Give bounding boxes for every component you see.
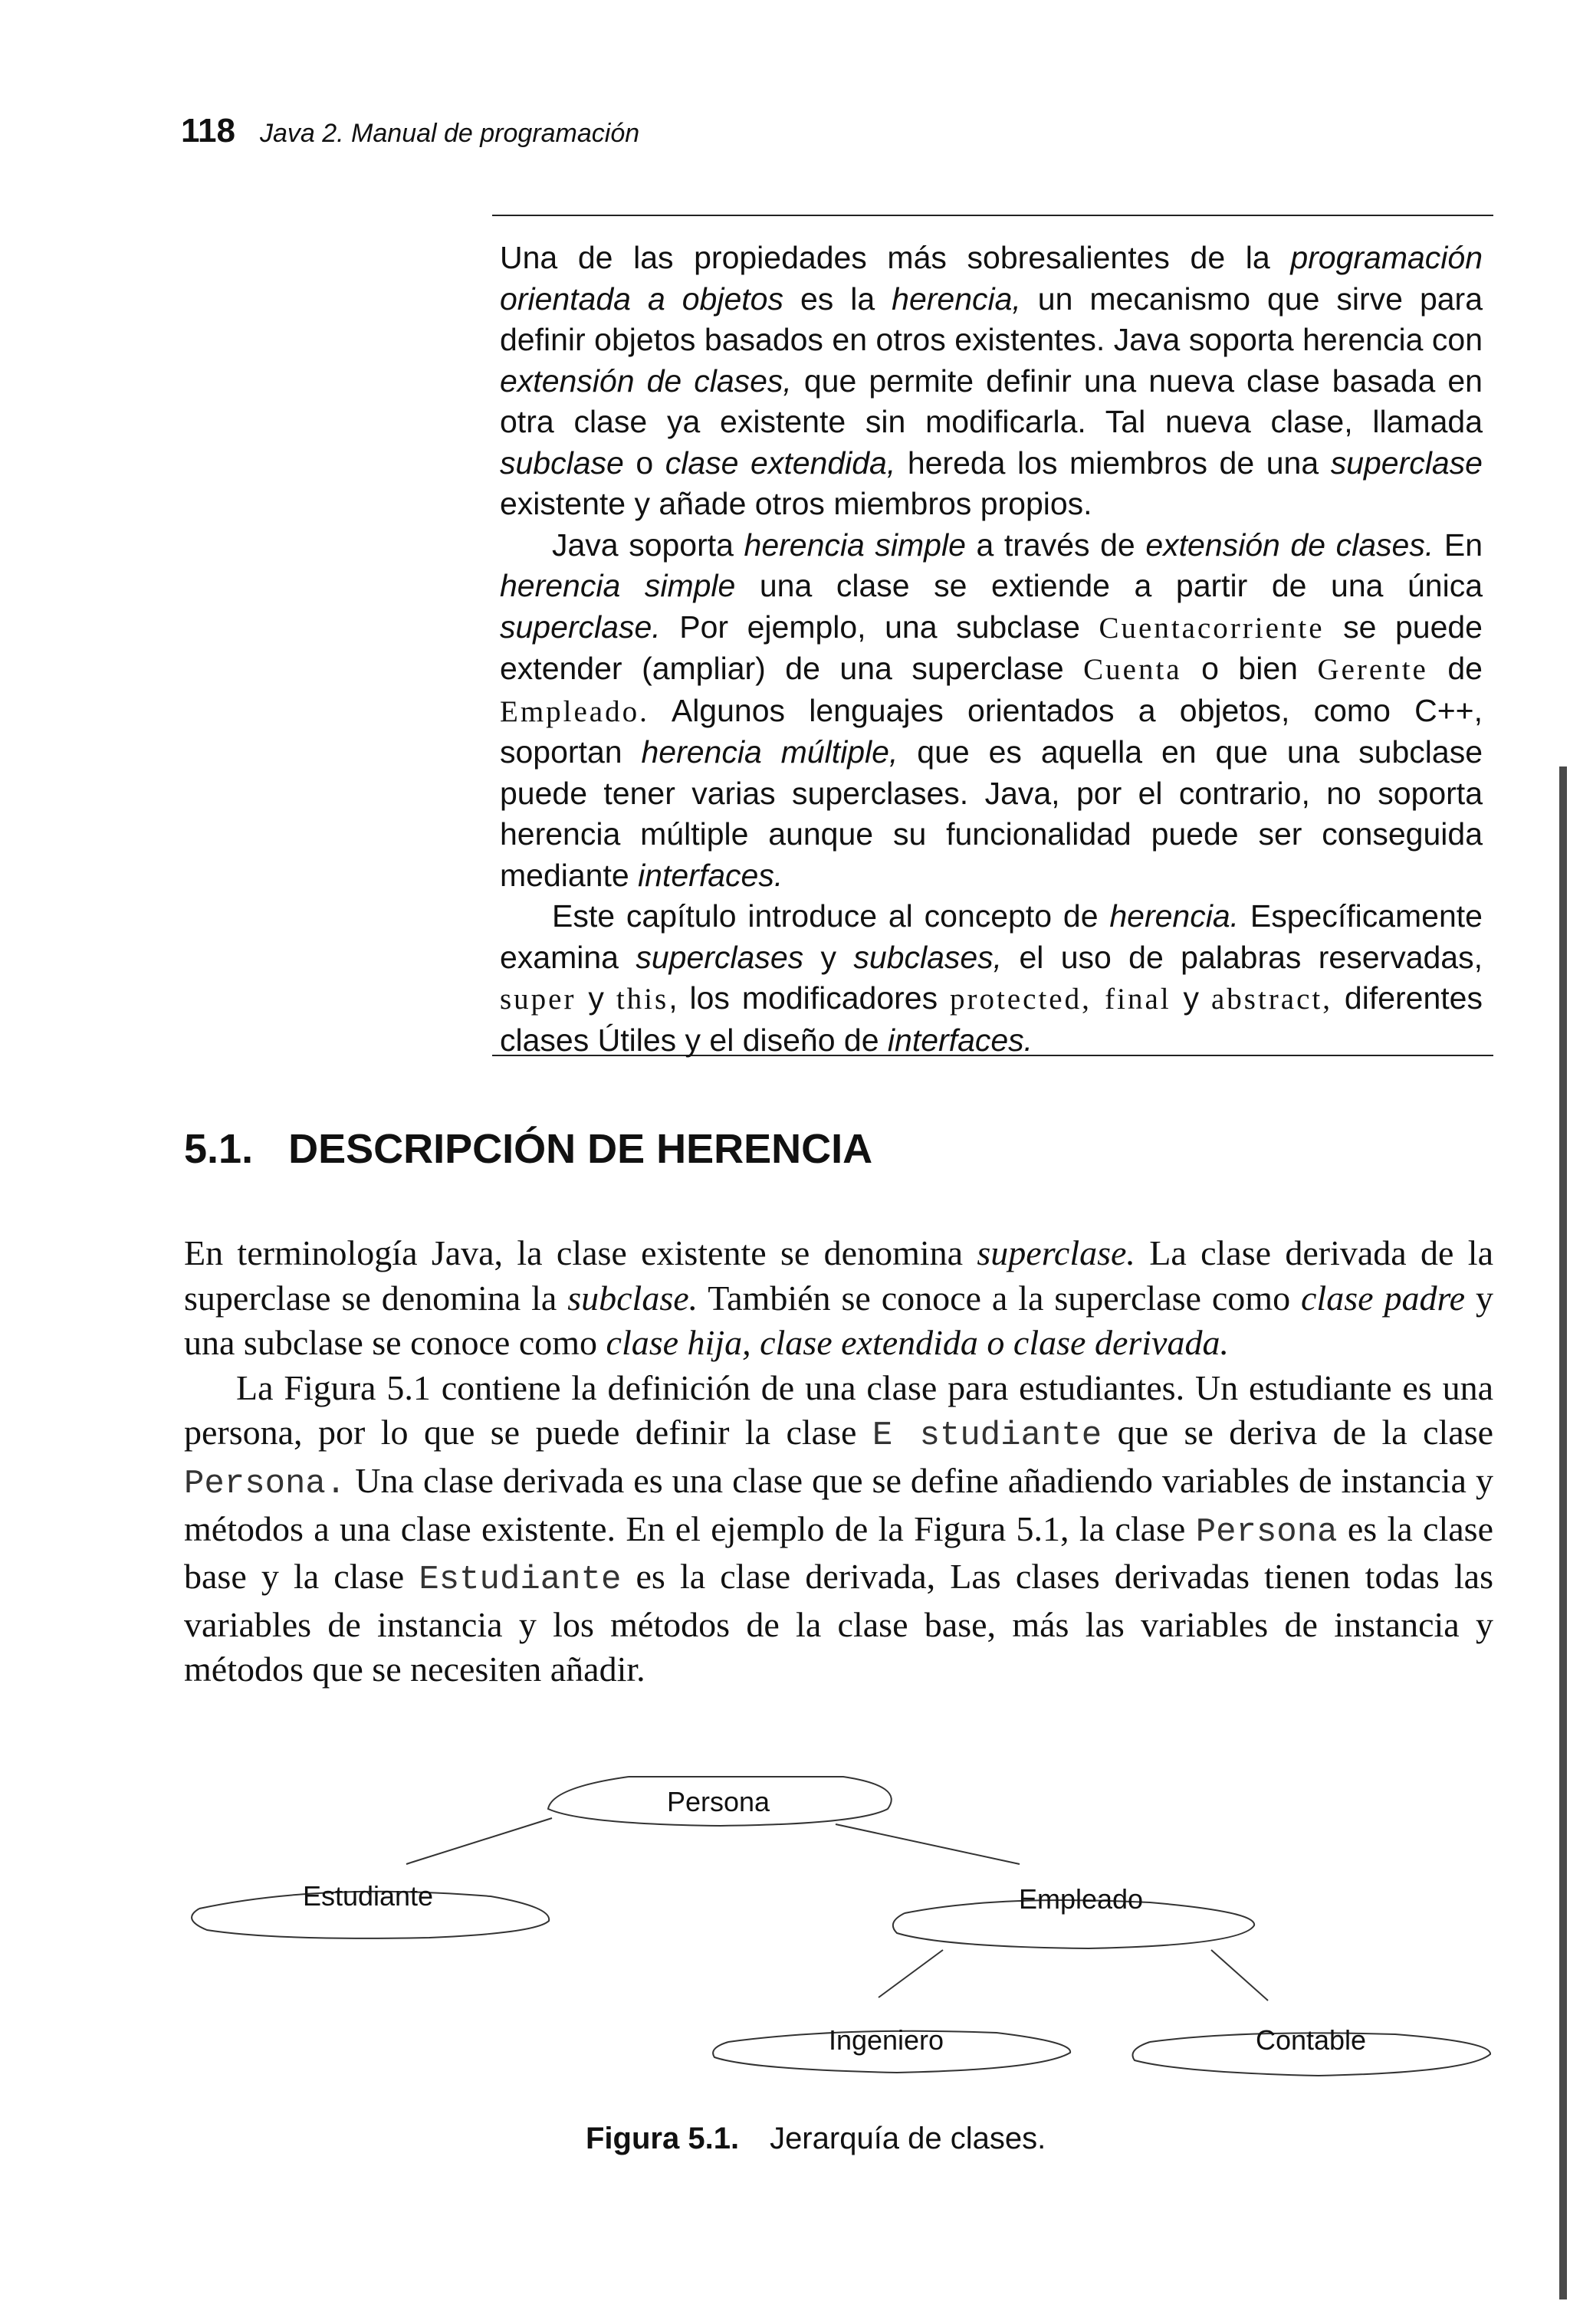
text-run: Cuentacorriente	[1099, 611, 1325, 645]
running-title: Java 2. Manual de programación	[259, 119, 640, 148]
text-run: this	[616, 983, 669, 1016]
abstract-paragraph-3	[500, 896, 1483, 1061]
text-run: subclase	[500, 445, 624, 481]
text-run: herencia simple	[500, 568, 736, 603]
node-contable: Contable	[1255, 2024, 1367, 2056]
text-run: y	[576, 980, 616, 1016]
text-run: superclase.	[500, 609, 661, 645]
text-run: superclase.	[977, 1233, 1135, 1272]
text-run: herencia.	[1109, 898, 1240, 934]
text-run: superclases	[636, 939, 804, 975]
text-run: Persona.	[184, 1464, 347, 1503]
text-run: Este capítulo introduce al concepto de	[552, 898, 1110, 934]
body-text	[184, 1231, 1493, 1692]
text-run: Por ejemplo, una subclase	[660, 609, 1099, 645]
text-run: , los modificadores	[668, 980, 951, 1016]
node-empleado: Empleado	[1018, 1883, 1144, 1915]
text-run: es la	[783, 281, 892, 317]
text-run: de	[1427, 651, 1483, 686]
text-run: Cuenta	[1083, 653, 1182, 686]
figure-caption	[586, 2122, 1046, 2156]
text-run: hereda los miembros de una	[895, 445, 1331, 481]
page-header	[181, 112, 639, 150]
section-title: DESCRIPCIÓN DE HERENCIA	[288, 1126, 873, 1172]
text-run: es la clase derivada, Las clases derivadas tienen todas las variables de instancia y los métodos de la clase base, más las variables de instancia y métodos que se necesiten añadir.	[184, 1557, 1493, 1689]
edge-empleado-contable	[1211, 1950, 1268, 2001]
text-run: También se conoce a la superclase como	[698, 1278, 1301, 1318]
figure-label: Figura 5.1.	[586, 2122, 740, 2155]
text-run: subclases,	[853, 939, 1003, 975]
text-run: se puede extender (ampliar) de una superclase	[500, 609, 1483, 686]
text-run: En terminología Java, la clase existente se denomina	[184, 1233, 977, 1272]
scan-edge-shadow	[1559, 766, 1567, 2299]
text-run: herencia simple	[744, 527, 966, 563]
text-run: un mecanismo que sirve para definir objetos basados en otros existentes. Java soporta herencia con	[500, 281, 1483, 357]
text-run: super	[500, 983, 576, 1016]
text-run: existente y añade otros miembros propios.	[500, 486, 1092, 521]
text-run: extensión de clases,	[500, 363, 792, 399]
text-run: y	[1171, 980, 1211, 1016]
text-run: y una subclase se conoce como	[184, 1278, 1493, 1363]
text-run: clase padre	[1301, 1278, 1466, 1318]
text-run: que es aquella en que una subclase puede tener varias superclases. Java, por el contrario, no soporta herencia múltiple aunque su funcionalidad puede ser conseguida mediante	[500, 734, 1483, 893]
text-run: a través de	[965, 527, 1146, 563]
text-run: interfaces.	[638, 857, 783, 893]
text-run: o bien	[1181, 651, 1318, 686]
text-run: programación orientada a objetos	[500, 240, 1483, 317]
text-run: Una clase derivada es una clase que se define añadiendo variables de instancia y métodos a una clase existente. En el ejemplo de la Figura 5.1, la clase	[184, 1460, 1493, 1548]
class-hierarchy-diagram	[0, 1732, 1570, 2100]
text-run: Gerente	[1317, 653, 1428, 686]
page-number: 118	[181, 112, 235, 149]
text-run: el uso de palabras reservadas,	[1002, 939, 1483, 975]
text-run: Estudiante	[419, 1561, 622, 1600]
text-run: diferentes clases Útiles y el diseño de	[500, 980, 1483, 1058]
abstract-paragraph-1	[500, 238, 1483, 525]
text-run: Java soporta	[552, 527, 744, 563]
text-run: subclase.	[567, 1278, 698, 1318]
text-run: herencia múltiple,	[641, 734, 898, 770]
edge-persona-estudiante-2	[406, 1863, 411, 1864]
node-persona: Persona	[666, 1786, 770, 1817]
edge-persona-empleado	[836, 1824, 1020, 1864]
text-run: que se deriva de la clase	[1102, 1413, 1494, 1452]
text-run: herencia,	[892, 281, 1021, 317]
text-run: Persona	[1195, 1512, 1338, 1551]
figure-caption-text: Jerarquía de clases.	[770, 2122, 1046, 2155]
text-run: La Figura 5.1 contiene la definición de una clase para estudiantes. Un estudiante es una persona, por lo que se puede definir la clase	[184, 1367, 1493, 1452]
section-number: 5.1.	[184, 1126, 254, 1172]
text-run: o	[623, 445, 665, 481]
chapter-abstract	[492, 215, 1493, 1056]
text-run: E studiante	[872, 1416, 1102, 1456]
node-estudiante: Estudiante	[302, 1880, 434, 1912]
section-heading	[184, 1125, 872, 1173]
edge-persona-estudiante	[411, 1818, 552, 1863]
text-run: que permite definir una nueva clase basada en otra clase ya existente sin modificarla. Tal nueva clase, llamada	[500, 363, 1483, 439]
edge-empleado-ingeniero	[879, 1950, 943, 1997]
text-run: abstract,	[1210, 983, 1332, 1016]
text-run: una clase se extiende a partir de una única	[735, 568, 1483, 603]
text-run: extensión de clases.	[1145, 527, 1434, 563]
text-run: Algunos lenguajes orientados a objetos, como C++, soportan	[500, 692, 1483, 770]
text-run: Específicamente examina	[500, 898, 1483, 975]
text-run: superclase	[1330, 445, 1483, 481]
node-ingeniero: Ingeniero	[828, 2024, 944, 2056]
text-run: Empleado.	[500, 694, 649, 728]
text-run: La clase derivada de la superclase se denomina la	[184, 1233, 1493, 1318]
abstract-paragraph-2	[500, 525, 1483, 897]
text-run: es la clase base y la clase	[184, 1508, 1493, 1597]
text-run: protected, final	[950, 983, 1171, 1016]
text-run: y	[803, 939, 854, 975]
body-paragraph-2	[184, 1366, 1493, 1692]
body-paragraph-1	[184, 1231, 1493, 1366]
text-run: interfaces.	[887, 1022, 1033, 1058]
text-run: Una de las propiedades más sobresalientes de la	[500, 240, 1291, 275]
text-run: clase extendida,	[665, 445, 896, 481]
text-run: clase hija, clase extendida o clase derivada.	[606, 1323, 1229, 1363]
text-run: En	[1434, 527, 1483, 563]
